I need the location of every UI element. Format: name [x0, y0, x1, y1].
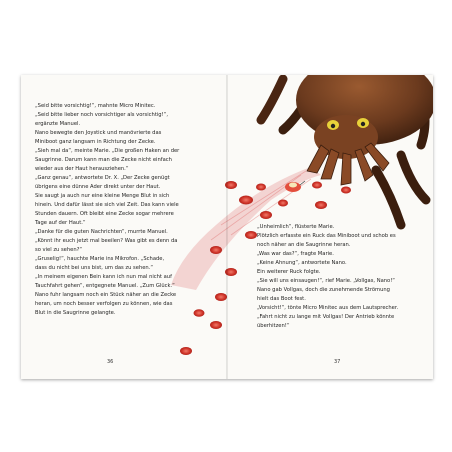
left-page-text	[35, 102, 221, 318]
text-line: „Sieh mal da“, meinte Marie. „Die großen Haken an der	[35, 148, 180, 154]
text-line: „Unheimlich“, flüsterte Marie.	[257, 224, 335, 230]
blood-cell	[341, 187, 351, 194]
text-line: „Danke für die guten Nachrichten“, murrte Manuel.	[35, 229, 168, 235]
page-number-right: 37	[334, 359, 341, 365]
text-line: „Ganz genau“, antwortete Dr. X. „Der Zecke genügt	[35, 175, 170, 181]
tick-eye-right	[357, 118, 369, 128]
text-line: „Vorsicht!“, tönte Micro Minitec aus dem Lautsprecher.	[257, 305, 399, 311]
text-line: Nano fuhr langsam noch ein Stück näher an die Zecke	[35, 292, 177, 298]
text-line: „Was war das?“, fragte Marie.	[257, 251, 334, 257]
text-line: „Sie will uns einsaugen!“, rief Marie. „Vollgas, Nano!“	[257, 278, 395, 284]
blood-cell	[312, 182, 322, 189]
text-line: Ein weiterer Ruck folgte.	[257, 269, 321, 275]
text-line: „Gruselig!“, hauchte Marie ins Mikrofon. „Schade,	[35, 256, 165, 262]
text-line: so viel zu sehen?“	[35, 247, 83, 253]
text-line: Tage auf der Haut.“	[35, 220, 86, 226]
text-line: dass du nicht bei uns bist, um das zu sehen.“	[35, 265, 154, 271]
text-line: Blut in die Saugrinne gelangte.	[35, 310, 116, 316]
text-line: noch näher an die Saugrinne heran.	[257, 242, 351, 248]
text-line: heran, um noch besser verfolgen zu können, wie das	[35, 301, 173, 307]
right-page-text	[257, 223, 427, 331]
blood-cell	[315, 201, 327, 209]
book-spread	[21, 75, 433, 379]
tick-eye-left	[327, 120, 339, 130]
text-line: ergänzte Manuel.	[35, 121, 81, 127]
blood-cell	[278, 200, 288, 207]
text-line: Tauchfahrt gehen“, entgegnete Manuel. „Zum Glück.“	[35, 283, 175, 289]
text-line: hielt das Boot fest.	[257, 296, 306, 302]
text-line: „Fahrt nicht zu lange mit Vollgas! Der Antrieb könnte	[257, 314, 395, 320]
text-line: Miniboot ganz langsam in Richtung der Zecke.	[35, 139, 156, 145]
blood-cell	[239, 196, 253, 205]
book-gutter	[226, 75, 228, 379]
page-number-left: 36	[107, 359, 114, 365]
text-line: „Seid bitte lieber noch vorsichtiger als vorsichtig!“,	[35, 112, 169, 118]
text-line: Nano gab Vollgas, doch die zunehmende Strömung	[257, 287, 390, 293]
text-line: „In meinem eigenen Bein kann ich nun mal nicht auf	[35, 274, 172, 280]
text-line: übrigens eine dünne Ader direkt unter der Haut.	[35, 184, 161, 190]
text-line: Stunden dauern. Oft bleibt eine Zecke sogar mehrere	[35, 211, 174, 217]
blood-cell	[245, 231, 257, 239]
text-line: Sie saugt ja auch nur eine kleine Menge Blut in sich	[35, 193, 170, 199]
text-line: Plötzlich erfasste ein Ruck das Miniboot und schob es	[257, 233, 396, 239]
text-line: „Keine Ahnung“, antwortete Nano.	[257, 260, 347, 266]
text-line: wieder aus der Haut herausziehen.“	[35, 166, 129, 172]
text-line: „Seid bitte vorsichtig!“, mahnte Micro Minitec.	[35, 103, 156, 109]
text-line: überhitzen!“	[257, 323, 290, 329]
text-line: Nano bewegte den Joystick und manövrierte das	[35, 130, 162, 136]
blood-cell	[210, 321, 222, 329]
text-line: „Könnt ihr euch jetzt mal beeilen? Was gibt es denn da	[35, 238, 178, 244]
text-line: Saugrinne. Darum kann man die Zecke nicht einfach	[35, 157, 172, 163]
text-line: hinein. Und dafür lässt sie sich viel Zeit. Das kann viele	[35, 202, 179, 208]
blood-cell	[256, 184, 266, 191]
blood-cell	[260, 211, 272, 219]
blood-cell	[180, 347, 192, 355]
